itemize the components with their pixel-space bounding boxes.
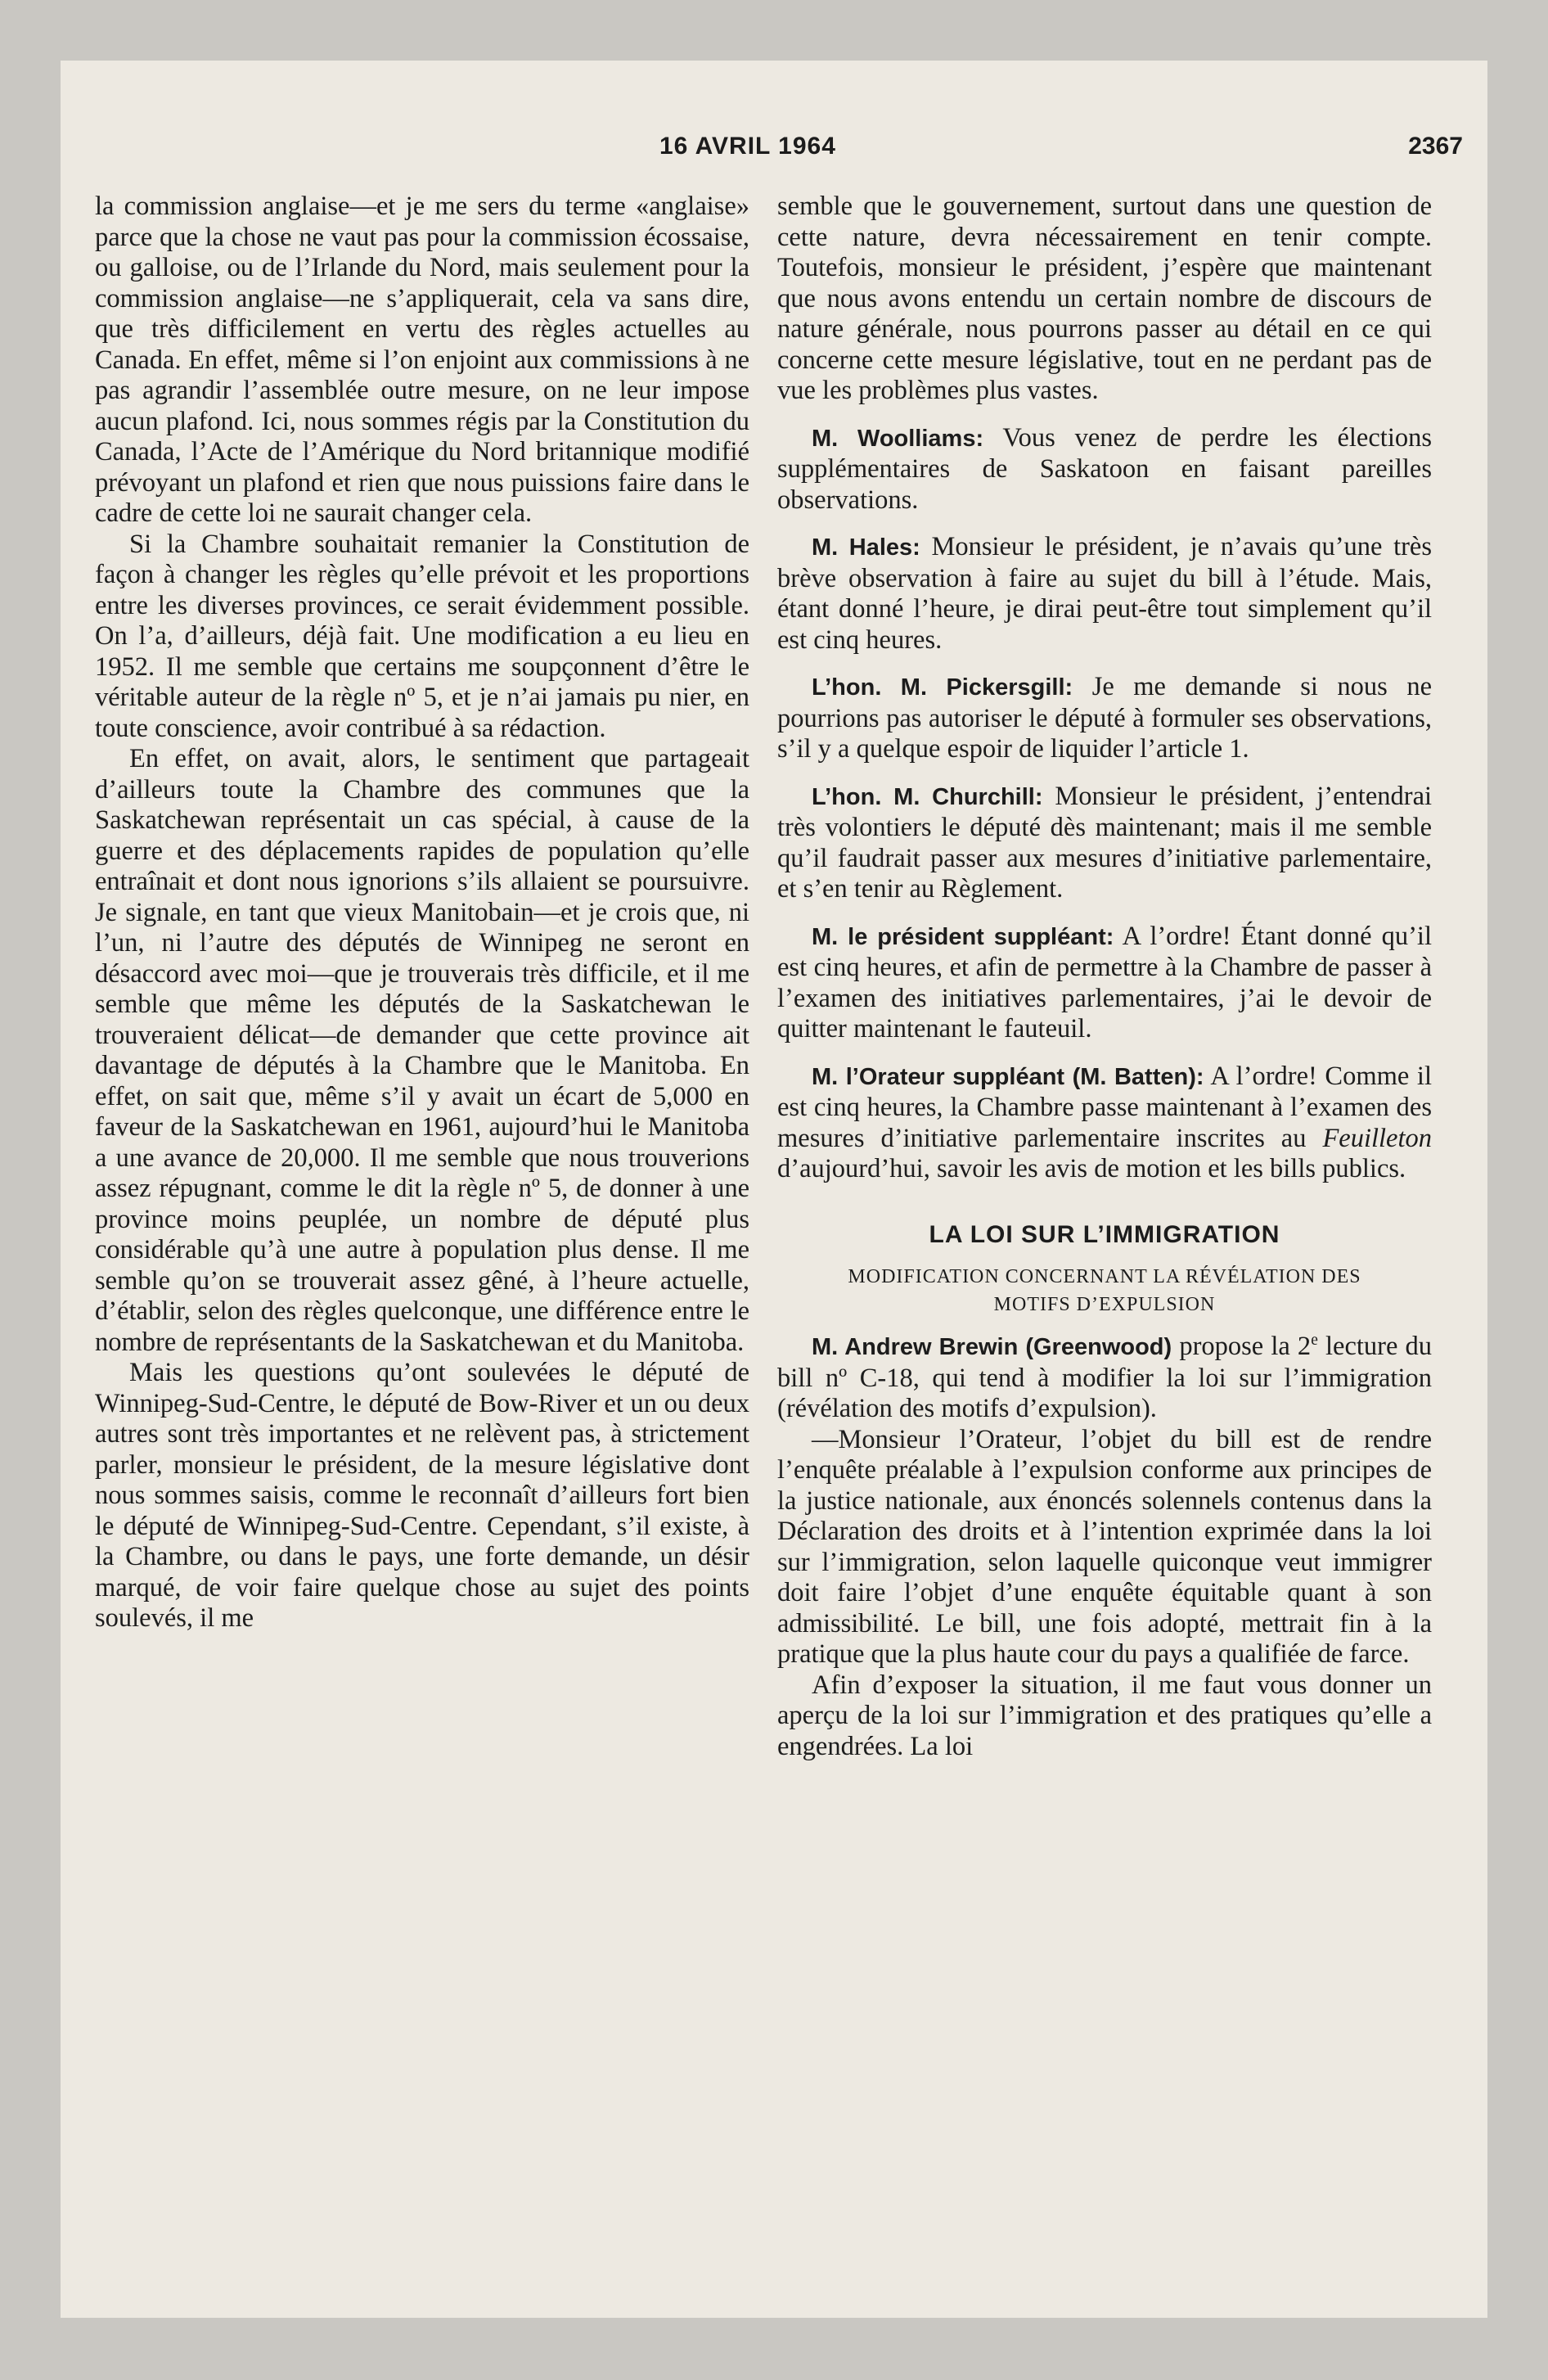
paragraph: Si la Chambre souhaitait remanier la Constitution de façon à changer les règles qu’elle prévoit et les proportions entre les diverses provinces, ce serait évidemment possible. On l’a, d’ailleurs, déjà fait. Une modification a eu lieu en 1952. Il me semble que certains me soupçonnent d’être le véritable auteur de la règle nº 5, et je n’ai jamais pu nier, en toute conscience, avoir contribué à sa rédaction. <box>95 529 749 743</box>
page-number: 2367 <box>1408 133 1463 160</box>
section-subtitle-line: MODIFICATION CONCERNANT LA RÉVÉLATION DES <box>848 1266 1361 1287</box>
speaker-name: L’hon. M. Pickersgill: <box>812 674 1073 701</box>
speech-text: d’aujourd’hui, savoir les avis de motion et les bills publics. <box>777 1154 1406 1183</box>
speech-churchill <box>777 782 1432 905</box>
paragraph: Afin d’exposer la situation, il me faut vous donner un aperçu de la loi sur l’immigration et des pratiques qu’elle a engendrées. La loi <box>777 1670 1432 1761</box>
speech-text: lecture du bill nº C-18, qui tend à modifier la loi sur l’immigration (révélation des motifs d’expulsion). <box>777 1332 1433 1423</box>
speech-text: Vous venez de perdre les élections supplémentaires de Saskatoon en faisant pareilles observations. <box>777 422 1432 515</box>
speech-president <box>777 922 1432 1045</box>
header-date: 16 AVRIL 1964 <box>659 133 836 160</box>
speaker-name: M. Hales: <box>812 534 920 561</box>
speech-text: Je me demande si nous ne pourrions pas autoriser le député à formuler ses observations, s’il y a quelque espoir de liquider l’article 1. <box>777 672 1432 764</box>
paragraph: semble que le gouvernement, surtout dans une question de cette nature, devra nécessairement en tenir compte. Toutefois, monsieur le président, j’espère que maintenant que nous avons entendu un certain nombre de discours de nature générale, nous pourrons passer au détail en ce qui concerne cette mesure législative, tout en ne perdant pas de vue les problèmes plus vastes. <box>777 192 1432 405</box>
speech-text: propose la 2 <box>1179 1332 1312 1361</box>
paragraph: Mais les questions qu’ont soulevées le député de Winnipeg-Sud-Centre, le député de Bow-River et un ou deux autres sont très importantes et ne relèvent pas, à strictement parler, monsieur le président, de la mesure législative dont nous sommes saisis, comme le reconnaît d’ailleurs fort bien le député de Winnipeg-Sud-Centre. Cependant, s’il existe, à la Chambre, ou dans le pays, une forte demande, un désir marqué, de voir faire quelque chose au sujet des points soulevés, il me <box>95 1358 749 1633</box>
section-subtitle-line: MOTIFS D’EXPULSION <box>993 1294 1216 1315</box>
paragraph: la commission anglaise—et je me sers du terme «anglaise» parce que la chose ne vaut pas pour la commission écossaise, ou galloise, ou de l’Irlande du Nord, mais seulement pour la commission anglaise—ne s’appliquerait, cela va sans dire, que très difficilement en vertu des règles actuelles au Canada. En effet, même si l’on enjoint aux commissions à ne pas agrandir l’assemblée outre mesure, on ne leur impose aucun plafond. Ici, nous sommes régis par la Constitution du Canada, l’Acte de l’Amérique du Nord britannique modifié prévoyant un plafond et rien que nous puissions faire dans le cadre de cette loi ne saurait changer cela. <box>95 192 749 528</box>
ordinal-superscript: e <box>1311 1332 1318 1350</box>
speech-text: A l’ordre! Étant donné qu’il est cinq heures, et afin de permettre à la Chambre de passer à l’examen des initiatives parlementaires, j’ai le devoir de quitter maintenant le fauteuil. <box>777 921 1432 1044</box>
speaker-name: M. l’Orateur suppléant (M. Batten): <box>812 1063 1204 1090</box>
paragraph: —Monsieur l’Orateur, l’objet du bill est de rendre l’enquête préalable à l’expulsion conforme aux principes de la justice nationale, aux énoncés solennels contenus dans la Déclaration des droits et à l’intention exprimée dans la loi sur l’immigration, selon laquelle quiconque veut immigrer doit faire l’objet d’une enquête équitable quant à son admissibilité. Le bill, une fois adopté, mettrait fin à la pratique que la plus haute cour du pays a qualifiée de farce. <box>777 1424 1432 1669</box>
speech-woolliams <box>777 423 1432 516</box>
speech-brewin <box>777 1332 1432 1425</box>
page-header <box>61 133 1487 165</box>
speaker-name: M. Andrew Brewin (Greenwood) <box>812 1334 1172 1360</box>
section-title: LA LOI SUR L’IMMIGRATION <box>929 1220 1280 1248</box>
speech-text: Monsieur le président, je n’avais qu’une très brève observation à faire au sujet du bill à l’étude. Mais, étant donné l’heure, je dirai peut-être tout simplement qu’il est cinq heures. <box>777 532 1433 655</box>
speech-text: Monsieur le président, j’entendrai très volontiers le député dès maintenant; mais il me semble qu’il faudrait passer aux mesures d’initiative parlementaire, et s’en tenir au Règlement. <box>777 781 1433 904</box>
page-sheet <box>61 61 1487 2318</box>
speech-text: A l’ordre! Comme il est cinq heures, la Chambre passe maintenant à l’examen des mesures d’initiative parlementaire inscrites au <box>777 1061 1432 1153</box>
left-column <box>95 192 749 1634</box>
paragraph: En effet, on avait, alors, le sentiment que partageait d’ailleurs toute la Chambre des communes que la Saskatchewan représentait un cas spécial, à cause de la guerre et des déplacements rapides de population qu’elle entraînait et dont nous ignorions s’ils allaient se poursuivre. Je signale, en tant que vieux Manitobain—et je crois que, ni l’un, ni l’autre des députés de Winnipeg ne seront en désaccord avec moi—que je trouverais très difficile, et il me semble que même les députés de la Saskatchewan le trouveraient délicat—de demander que cette province ait davantage de députés à la Chambre que le Manitoba. En effet, on sait que, même s’il y avait un écart de 5,000 en faveur de la Saskatchewan en 1961, aujourd’hui le Manitoba a une avance de 20,000. Il me semble que nous trouverions assez répugnant, comme le dit la règle nº 5, de donner à une province moins peuplée, un nombre de député plus considérable qu’à une autre à population plus dense. Il me semble qu’on se trouverait assez gêné, à l’heure actuelle, d’établir, selon des règles quelconque, une différence entre le nombre de représentants de la Saskatchewan et du Manitoba. <box>95 744 749 1357</box>
speech-hales <box>777 532 1432 656</box>
speaker-name: L’hon. M. Churchill: <box>812 783 1043 810</box>
feuilleton-term: Feuilleton <box>1322 1123 1433 1153</box>
speech-pickersgill <box>777 672 1432 765</box>
speaker-name: M. le président suppléant: <box>812 923 1114 950</box>
right-column <box>777 192 1432 1762</box>
speech-orateur <box>777 1062 1432 1185</box>
speaker-name: M. Woolliams: <box>812 425 984 452</box>
section-subtitle <box>777 1263 1432 1318</box>
